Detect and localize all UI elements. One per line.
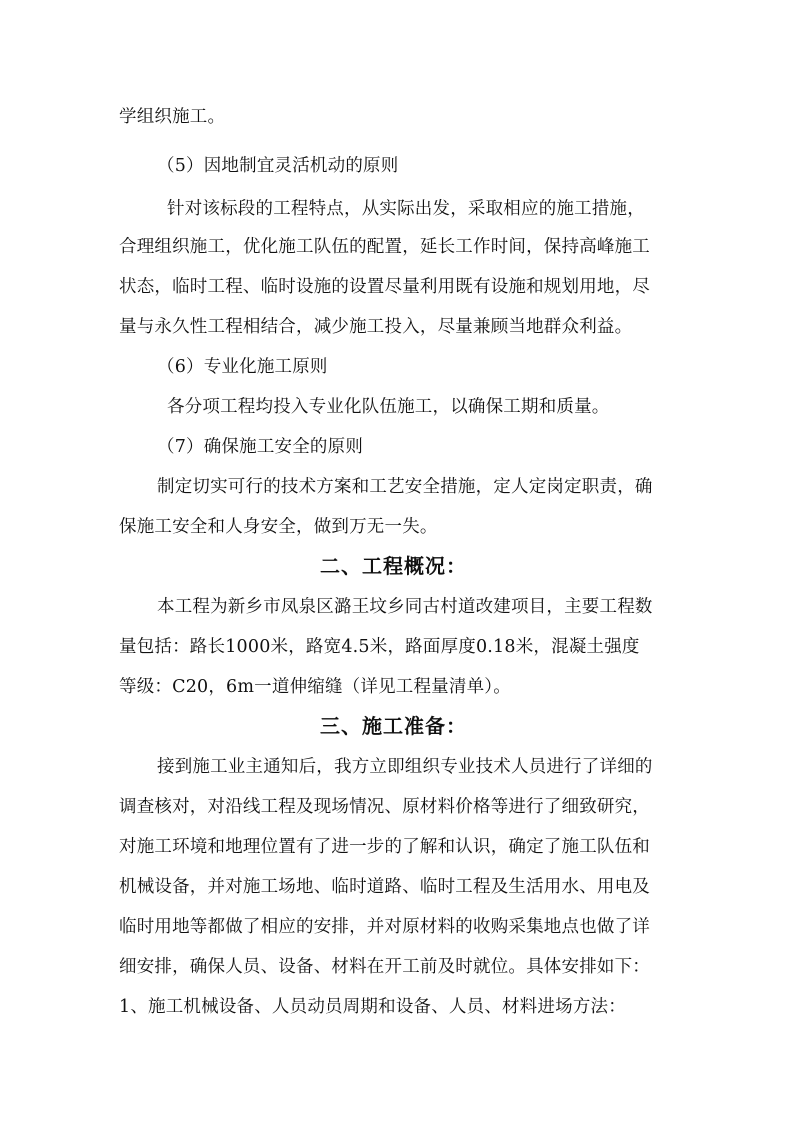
paragraph-line: 合理组织施工，优化施工队伍的配置，延长工作时间，保持高峰施工 bbox=[119, 237, 650, 257]
paragraph-line: 临时用地等都做了相应的安排，并对原材料的收购采集地点也做了详 bbox=[119, 917, 650, 937]
section-heading-preparation: 三、施工准备： bbox=[320, 714, 467, 738]
paragraph-line: 1、施工机械设备、人员动员周期和设备、人员、材料进场方法： bbox=[119, 997, 626, 1017]
paragraph-line: 本工程为新乡市凤泉区潞王坟乡同古村道改建项目，主要工程数 bbox=[157, 597, 653, 617]
paragraph-line: 量包括：路长1000米，路宽4.5米，路面厚度0.18米，混凝土强度 bbox=[119, 637, 640, 657]
paragraph-line: 机械设备，并对施工场地、临时道路、临时工程及生活用水、用电及 bbox=[119, 877, 650, 897]
paragraph-line: 接到施工业主通知后，我方立即组织专业技术人员进行了详细的 bbox=[157, 757, 653, 777]
paragraph-line: 各分项工程均投入专业化队伍施工，以确保工期和质量。 bbox=[167, 397, 610, 417]
list-item-heading: （7）确保施工安全的原则 bbox=[157, 437, 364, 457]
paragraph-line: 保施工安全和人身安全，做到万无一失。 bbox=[119, 517, 438, 537]
list-item-heading: （6）专业化施工原则 bbox=[157, 357, 328, 377]
paragraph-line: 制定切实可行的技术方案和工艺安全措施，定人定岗定职责，确 bbox=[157, 477, 653, 497]
paragraph-line: 状态，临时工程、临时设施的设置尽量利用既有设施和规划用地，尽 bbox=[119, 277, 650, 297]
paragraph-line: 等级：C20，6m一道伸缩缝（详见工程量清单）。 bbox=[119, 677, 511, 697]
paragraph-line: 对施工环境和地理位置有了进一步的了解和认识，确定了施工队伍和 bbox=[119, 837, 650, 857]
paragraph-line: 调查核对，对沿线工程及现场情况、原材料价格等进行了细致研究， bbox=[119, 797, 650, 817]
paragraph-line: 量与永久性工程相结合，减少施工投入，尽量兼顾当地群众利益。 bbox=[119, 317, 633, 337]
paragraph-line: 细安排，确保人员、设备、材料在开工前及时就位。具体安排如下： bbox=[119, 957, 650, 977]
paragraph-line: 学组织施工。 bbox=[119, 107, 226, 127]
list-item-heading: （5）因地制宜灵活机动的原则 bbox=[157, 156, 399, 176]
section-heading-overview: 二、工程概况： bbox=[320, 554, 467, 578]
paragraph-line: 针对该标段的工程特点，从实际出发，采取相应的施工措施， bbox=[167, 199, 645, 219]
